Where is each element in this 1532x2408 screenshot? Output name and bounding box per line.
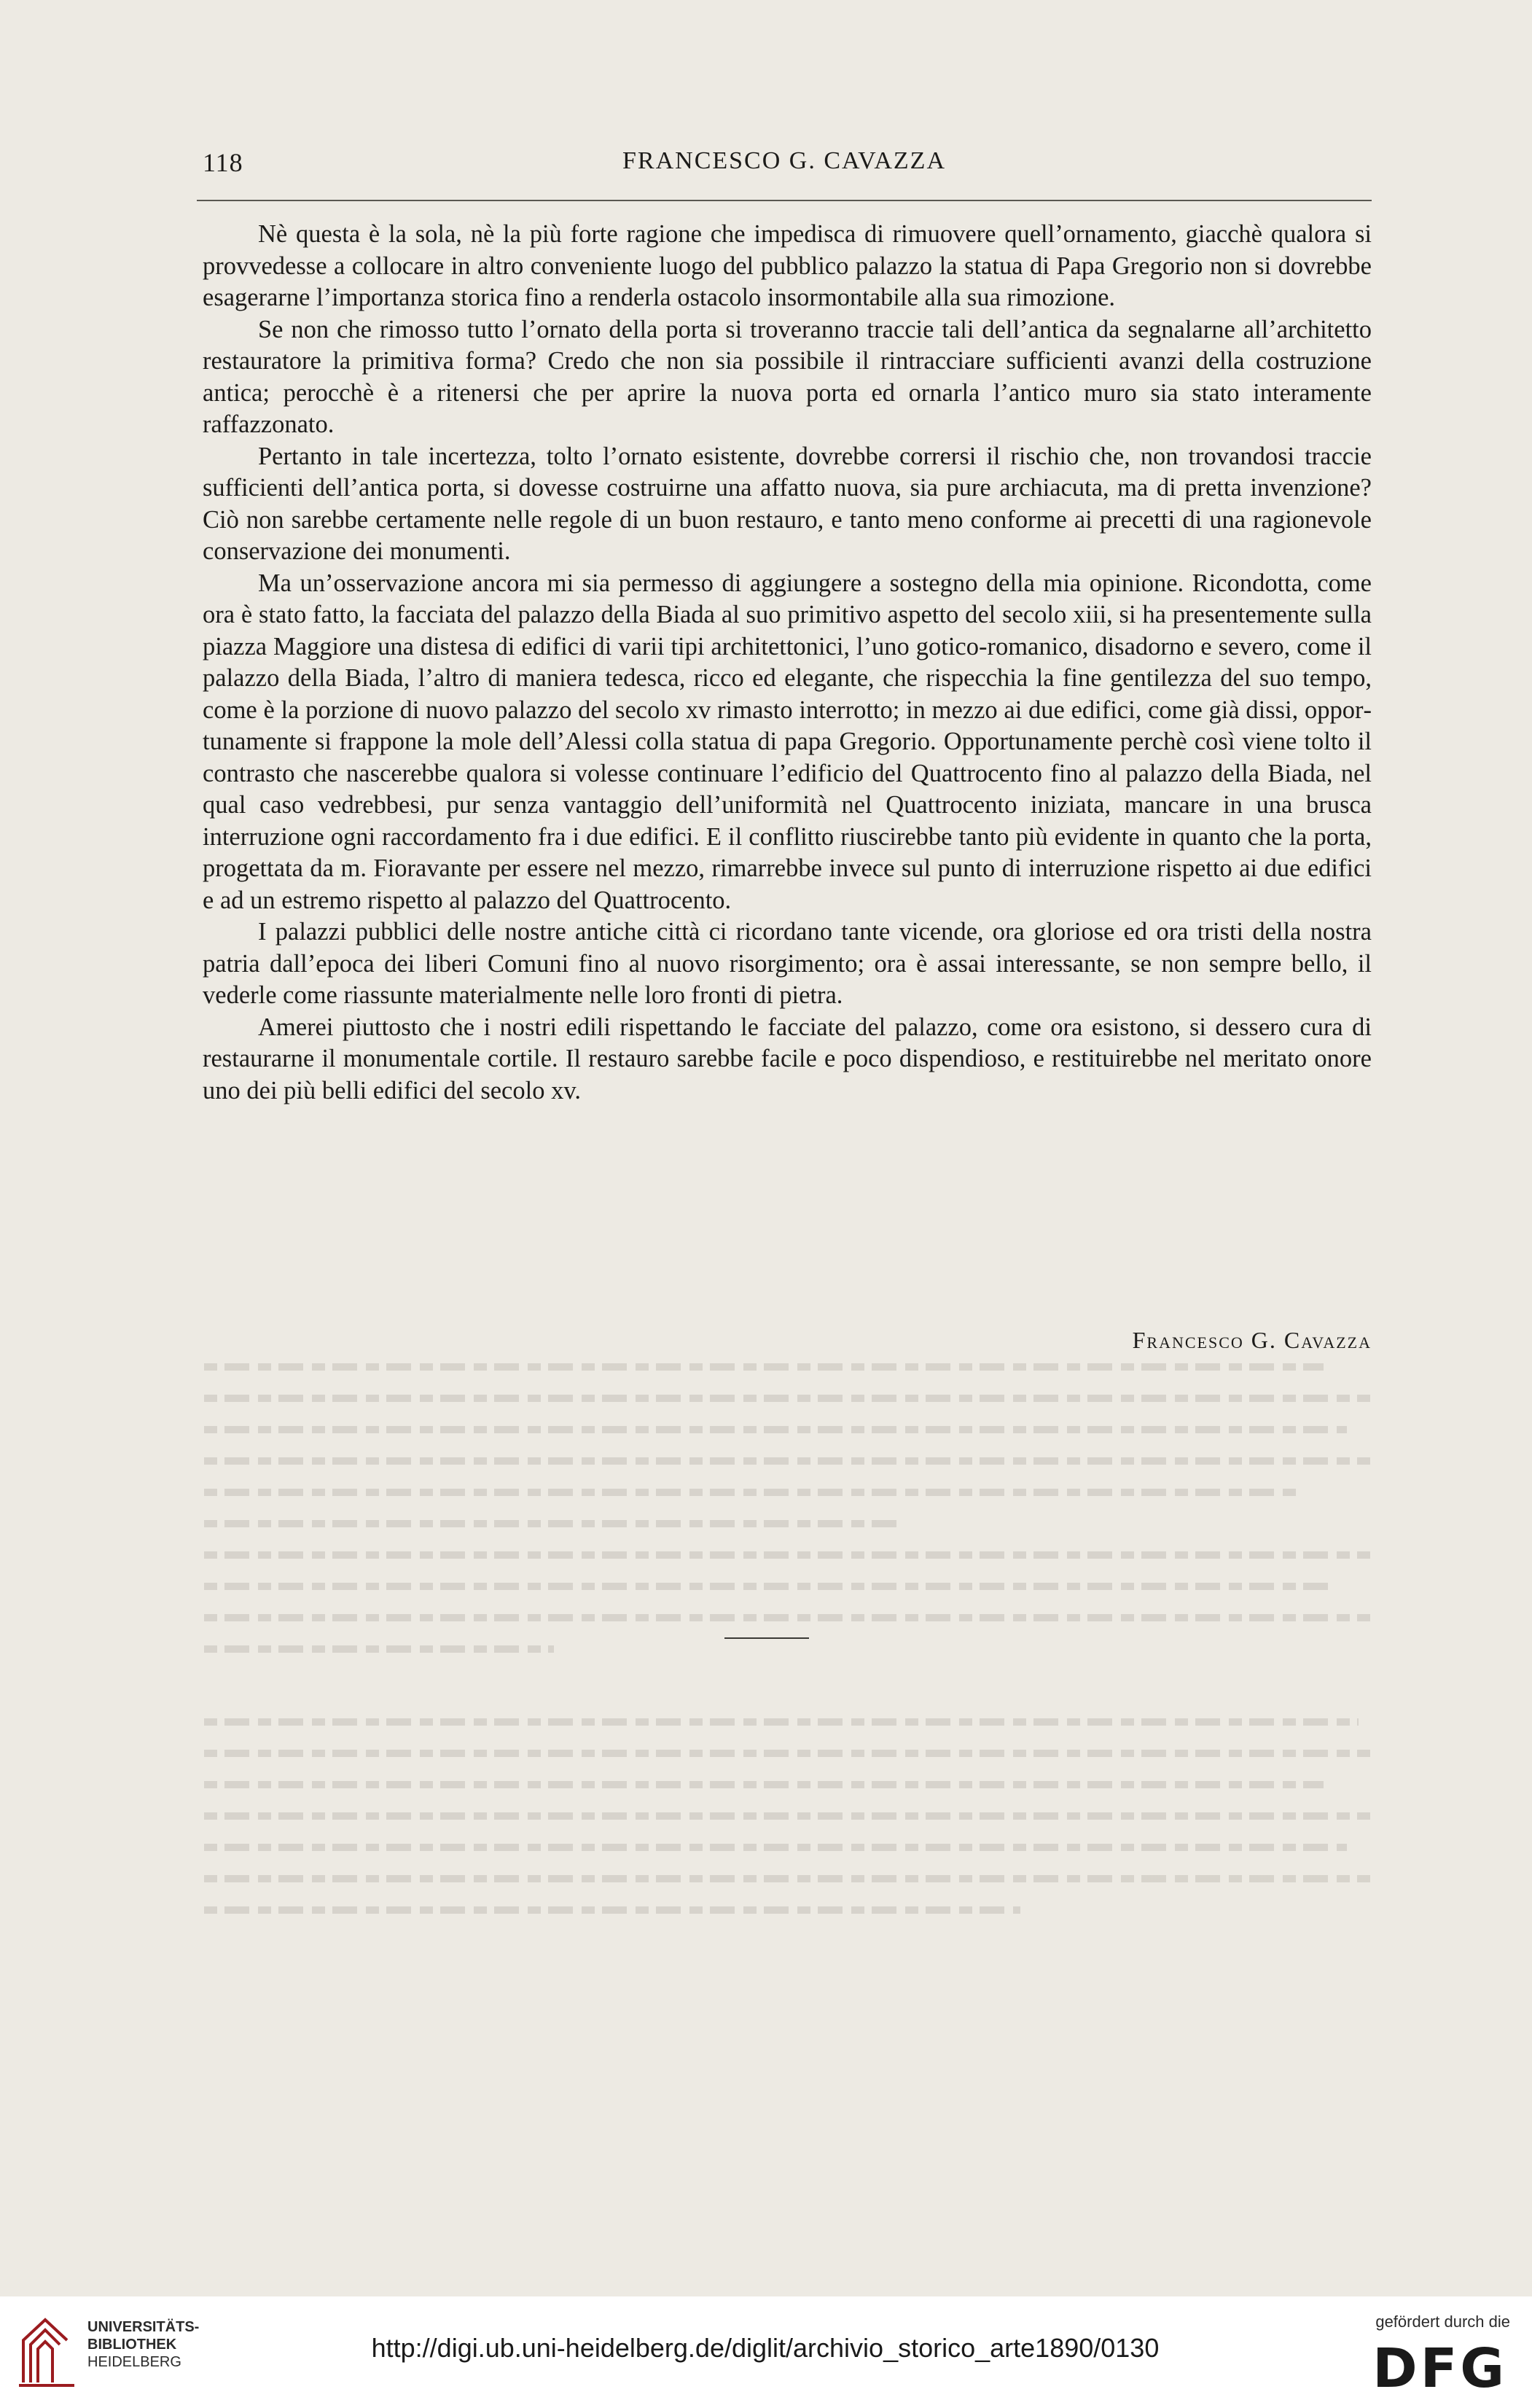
footnote-separator <box>724 1637 809 1639</box>
digitization-footer <box>0 2296 1532 2408</box>
paragraph-6: Amerei piuttosto che i nostri edili rispettando le facciate del palazzo, come ora esistono, si dessero cura di restaurarne il monumentale cortile. Il restauro sarebbe facile e poco dispendioso, e restituirebbe nel meritato onore uno dei più belli edifici del secolo xv. <box>203 1013 1372 1104</box>
page-header <box>197 147 1372 191</box>
paragraph-1: Nè questa è la sola, nè la più forte ragione che impedisca di rimuovere quell’ornamento, giacchè qualora si provvedesse a collocare in altro conveniente luogo del pubblico palazzo la statua di Papa Gregorio non si dovrebbe esagerarne l’importanza storica fino a renderla ostacolo insormontabile alla sua rimozione. <box>203 220 1372 311</box>
running-head: FRANCESCO G. CAVAZZA <box>622 147 946 174</box>
library-name-line-1: UNIVERSITÄTS- <box>87 2319 200 2335</box>
permalink-url[interactable]: http://digi.ub.uni-heidelberg.de/diglit/archivio_storico_arte1890/0130 <box>371 2333 1160 2363</box>
page-number: 118 <box>203 148 243 177</box>
library-name <box>87 2318 199 2371</box>
library-name-line-2: BIBLIOTHEK <box>87 2337 177 2353</box>
funded-by-label: gefördert durch die <box>1375 2312 1510 2331</box>
university-library-logo-icon <box>16 2312 79 2390</box>
library-name-line-3: HEIDELBERG <box>87 2354 181 2370</box>
paragraph-4: Ma un’osservazione ancora mi sia permesso di aggiungere a sostegno della mia opinione. Ricondotta, come ora è stato fatto, la facciata del palazzo della Biada al suo primitivo aspetto del secolo xiii, si ha presentemente sulla piazza Maggiore una distesa di edifici di varii tipi architettonici, l’uno gotico-romanico, disadorno e severo, come il palazzo della Biada, l’altro di maniera tedesca, ricco ed elegante, che rispecchia la fine gentilezza del suo tempo, come è la porzione di nuovo palazzo del secolo xv rimasto interrotto; in mezzo ai due edifici, come già dissi, opportunamente si frappone la mole dell’Alessi colla statua di papa Gregorio. Opportunamente perchè così viene tolto il contrasto che nascerebbe qualora si volesse continuare l’edificio del Quattrocento fino al palazzo della Biada, nel qual caso vedrebbesi, pur senza vantaggio dell’uniformità nel Quattrocento iniziata, mancare in una brusca interruzione ogni raccordamento fra i due edifici. E il conflitto riuscirebbe tanto più evidente in quanto che la porta, progettata da m. Fioravante per essere nel mezzo, rimarrebbe invece sul punto di interruzione rispetto ai due edifici e ad un estremo rispetto al palazzo del Quattrocento. <box>203 569 1372 914</box>
bleed-through-text <box>204 1363 1370 2092</box>
body-text <box>203 219 1372 1107</box>
paragraph-2: Se non che rimosso tutto l’ornato della porta si troveranno traccie tali dell’antica da segnalarne all’architetto restauratore la primitiva forma? Credo che non sia possibile il rintracciare sufficienti avanzi della costruzione antica; perocchè è a ritenersi che per aprire la nuova porta ed ornarla l’antico muro sia stato interamente raffazzonato. <box>203 315 1372 438</box>
paragraph-5: I palazzi pubblici delle nostre antiche città ci ricordano tante vicende, ora gloriose ed ora tristi della nostra patria dall’epoca dei liberi Comuni fino al nuovo risorgimento; ora è assai interessante, se non sempre bello, il vederle come riassunte materialmente nelle loro fronti di pietra. <box>203 918 1372 1009</box>
author-signature: Francesco G. Cavazza <box>1132 1327 1372 1353</box>
header-rule <box>197 200 1372 201</box>
dfg-logo: DFG <box>1372 2337 1507 2400</box>
paragraph-3: Pertanto in tale incertezza, tolto l’ornato esistente, dovrebbe corrersi il rischio che, non trovandosi traccie sufficienti dell’antica porta, si dovesse costruirne una affatto nuova, sia pure archiacuta, ma di pretta invenzione? Ciò non sarebbe certamente nelle regole di un buon restauro, e tanto meno conforme ai precetti di una ragionevole conservazione dei monumenti. <box>203 442 1372 565</box>
